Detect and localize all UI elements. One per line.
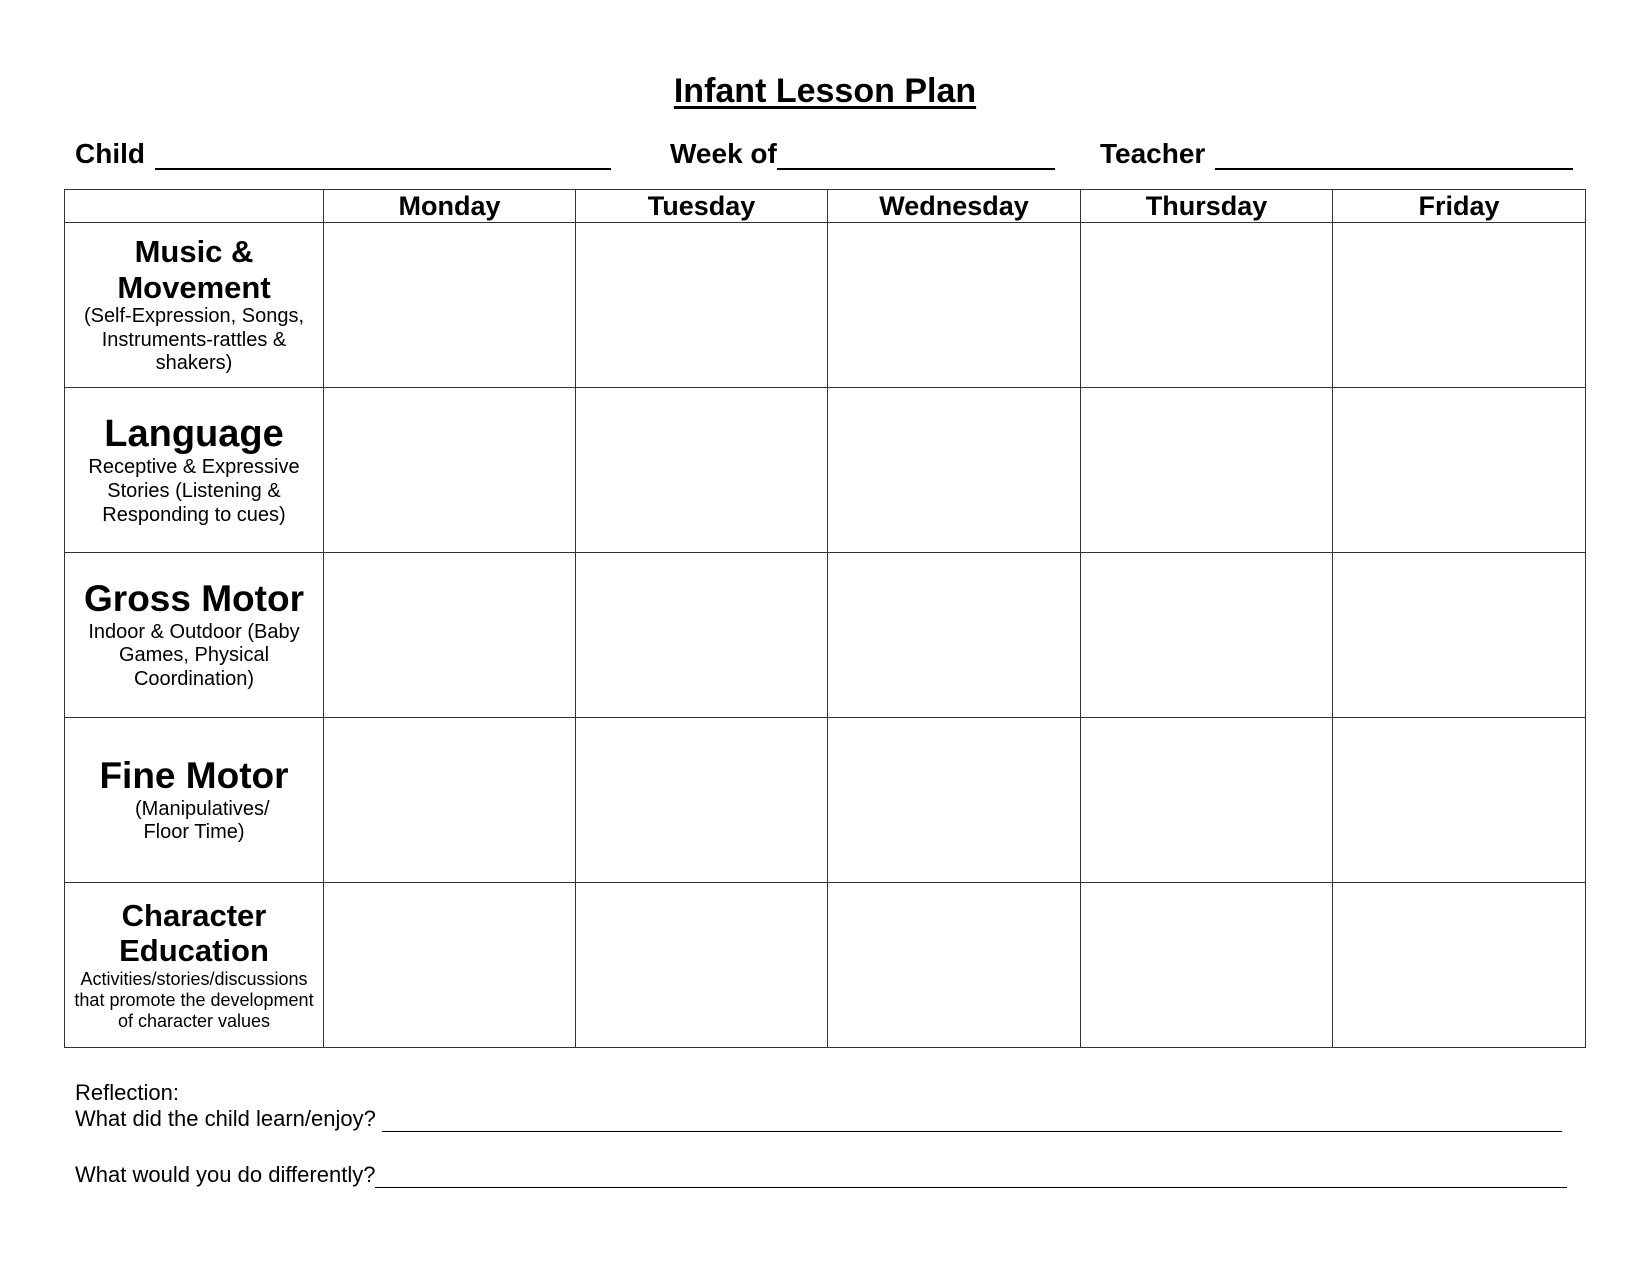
category-title: Character Education (119, 897, 269, 969)
day-header-thursday: Thursday (1081, 190, 1333, 223)
category-cell (65, 223, 324, 388)
day-header-wednesday: Wednesday (828, 190, 1081, 223)
category-description: Indoor & Outdoor (Baby Games, Physical Coordination) (88, 620, 300, 691)
plan-cell-music-wednesday[interactable] (828, 223, 1081, 388)
plan-cell-language-wednesday[interactable] (828, 388, 1081, 553)
table-row (65, 718, 1586, 883)
table-row (65, 223, 1586, 388)
plan-cell-language-thursday[interactable] (1081, 388, 1333, 553)
week-field[interactable] (670, 130, 1055, 170)
reflection-label: Reflection: (75, 1080, 179, 1105)
lesson-plan-table (64, 189, 1586, 1048)
plan-cell-character-wednesday[interactable] (828, 883, 1081, 1048)
plan-cell-gross-motor-thursday[interactable] (1081, 553, 1333, 718)
plan-cell-character-thursday[interactable] (1081, 883, 1333, 1048)
plan-cell-music-friday[interactable] (1333, 223, 1586, 388)
reflection-question-2[interactable] (75, 1162, 1567, 1188)
table-row (65, 553, 1586, 718)
plan-cell-gross-motor-wednesday[interactable] (828, 553, 1081, 718)
teacher-blank-line[interactable] (1215, 138, 1573, 170)
plan-cell-gross-motor-friday[interactable] (1333, 553, 1586, 718)
table-row (65, 883, 1586, 1048)
plan-cell-fine-motor-monday[interactable] (324, 718, 576, 883)
plan-cell-language-tuesday[interactable] (576, 388, 828, 553)
plan-cell-fine-motor-thursday[interactable] (1081, 718, 1333, 883)
week-blank-line[interactable] (777, 138, 1055, 170)
day-header-friday: Friday (1333, 190, 1586, 223)
day-header-monday: Monday (324, 190, 576, 223)
category-cell (65, 388, 324, 553)
teacher-label: Teacher (1100, 138, 1206, 169)
category-cell (65, 883, 324, 1048)
category-description: (Manipulatives/ Floor Time) (135, 797, 270, 844)
category-title: Gross Motor (84, 578, 304, 620)
page-title: Infant Lesson Plan (673, 72, 977, 110)
plan-cell-fine-motor-friday[interactable] (1333, 718, 1586, 883)
teacher-field[interactable] (1100, 130, 1573, 170)
plan-cell-gross-motor-tuesday[interactable] (576, 553, 828, 718)
plan-cell-music-tuesday[interactable] (576, 223, 828, 388)
corner-cell (65, 190, 324, 223)
category-description: Activities/stories/discussions that promote the development of character values (74, 968, 314, 1032)
plan-cell-music-thursday[interactable] (1081, 223, 1333, 388)
plan-cell-language-monday[interactable] (324, 388, 576, 553)
category-title: Music & Movement (117, 233, 271, 305)
plan-cell-music-monday[interactable] (324, 223, 576, 388)
child-field[interactable] (75, 130, 611, 170)
day-header-tuesday: Tuesday (576, 190, 828, 223)
reflection-answer-line-2[interactable] (375, 1165, 1567, 1188)
plan-cell-character-friday[interactable] (1333, 883, 1586, 1048)
reflection-question-2-label: What would you do differently? (75, 1162, 376, 1187)
plan-cell-character-tuesday[interactable] (576, 883, 828, 1048)
plan-cell-language-friday[interactable] (1333, 388, 1586, 553)
reflection-question-1-label: What did the child learn/enjoy? (75, 1106, 376, 1131)
plan-cell-character-monday[interactable] (324, 883, 576, 1048)
reflection-answer-line-1[interactable] (382, 1109, 1562, 1132)
category-description: (Self-Expression, Songs, Instruments-rattles & shakers) (83, 305, 305, 375)
category-description: Receptive & Expressive Stories (Listening & Responding to cues) (88, 456, 300, 526)
reflection-question-1[interactable] (75, 1106, 1562, 1132)
table-row (65, 388, 1586, 553)
plan-cell-fine-motor-tuesday[interactable] (576, 718, 828, 883)
plan-cell-fine-motor-wednesday[interactable] (828, 718, 1081, 883)
table-header-row (65, 190, 1586, 223)
child-blank-line[interactable] (155, 138, 611, 170)
plan-cell-gross-motor-monday[interactable] (324, 553, 576, 718)
category-title: Fine Motor (99, 755, 289, 797)
week-label: Week of (670, 138, 777, 169)
category-cell (65, 718, 324, 883)
child-label: Child (75, 138, 145, 169)
category-title: Language (104, 412, 284, 455)
category-cell (65, 553, 324, 718)
